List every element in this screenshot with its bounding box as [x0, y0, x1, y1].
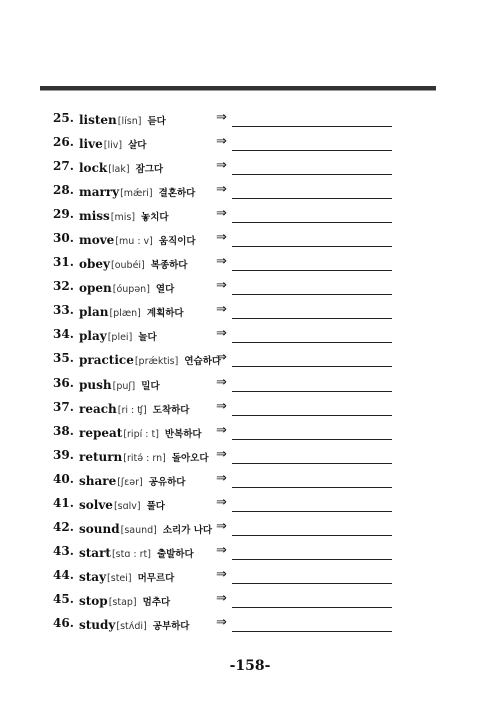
- vocab-row: [0, 446, 500, 470]
- vocabulary-list: [0, 109, 500, 638]
- entry-text: [79, 376, 160, 394]
- english-word: plan: [79, 305, 109, 320]
- answer-blank-line[interactable]: [232, 366, 392, 367]
- pronunciation: [ripí : t]: [123, 428, 159, 440]
- pronunciation: [stap]: [108, 596, 137, 608]
- pronunciation: [sɑlv]: [113, 500, 141, 512]
- arrow-icon: ⇒: [216, 446, 227, 462]
- english-word: stay: [79, 569, 107, 584]
- pronunciation: [stʌ́di]: [116, 620, 147, 632]
- korean-meaning: 도착하다: [152, 404, 190, 416]
- answer-blank-line[interactable]: [232, 126, 392, 127]
- arrow-icon: ⇒: [216, 182, 227, 198]
- answer-blank-line[interactable]: [232, 415, 392, 416]
- entry-text: [79, 351, 221, 369]
- arrow-icon: ⇒: [216, 614, 227, 630]
- page-number: -158-: [229, 658, 271, 674]
- korean-meaning: 살다: [128, 140, 147, 152]
- vocab-row: [0, 566, 500, 590]
- answer-blank-line[interactable]: [232, 150, 392, 151]
- vocab-row: [0, 398, 500, 422]
- arrow-icon: ⇒: [216, 134, 227, 150]
- answer-blank-line[interactable]: [232, 559, 392, 560]
- answer-blank-line[interactable]: [232, 246, 392, 247]
- english-word: start: [79, 545, 111, 560]
- english-word: repeat: [79, 425, 123, 440]
- item-number: 38.: [53, 423, 74, 438]
- korean-meaning: 놓치다: [141, 212, 169, 224]
- entry-text: [79, 255, 188, 273]
- arrow-icon: ⇒: [216, 590, 227, 606]
- korean-meaning: 머무르다: [137, 572, 175, 584]
- arrow-icon: ⇒: [216, 278, 227, 294]
- entry-text: [79, 303, 184, 321]
- answer-blank-line[interactable]: [232, 222, 392, 223]
- korean-meaning: 결혼하다: [158, 188, 196, 200]
- arrow-icon: ⇒: [216, 566, 227, 582]
- entry-text: [79, 544, 194, 562]
- entry-text: [79, 279, 174, 297]
- vocab-row: [0, 614, 500, 638]
- arrow-icon: ⇒: [216, 302, 227, 318]
- english-word: share: [79, 473, 117, 488]
- answer-blank-line[interactable]: [232, 511, 392, 512]
- korean-meaning: 공부하다: [152, 620, 190, 632]
- entry-text: [79, 400, 189, 418]
- english-word: stop: [79, 593, 108, 608]
- answer-blank-line[interactable]: [232, 607, 392, 608]
- item-number: 30.: [53, 231, 74, 246]
- english-word: sound: [79, 521, 120, 536]
- pronunciation: [ri : ʧ]: [117, 404, 147, 416]
- entry-text: [79, 231, 196, 249]
- entry-text: [79, 183, 195, 201]
- english-word: move: [79, 233, 115, 248]
- vocab-row: [0, 590, 500, 614]
- arrow-icon: ⇒: [216, 350, 227, 366]
- vocab-row: [0, 494, 500, 518]
- entry-text: [79, 472, 185, 490]
- entry-text: [79, 135, 146, 153]
- english-word: reach: [79, 401, 117, 416]
- english-word: obey: [79, 257, 111, 272]
- answer-blank-line[interactable]: [232, 487, 392, 488]
- korean-meaning: 출발하다: [156, 548, 194, 560]
- answer-blank-line[interactable]: [232, 198, 392, 199]
- korean-meaning: 계획하다: [146, 308, 184, 320]
- pronunciation: [prǽktis]: [134, 356, 179, 368]
- answer-blank-line[interactable]: [232, 174, 392, 175]
- english-word: listen: [79, 113, 117, 127]
- arrow-icon: ⇒: [216, 494, 227, 510]
- english-word: lock: [79, 161, 108, 176]
- korean-meaning: 듣다: [147, 116, 166, 127]
- item-number: 37.: [53, 399, 74, 414]
- vocab-row: [0, 470, 500, 494]
- english-word: practice: [79, 353, 134, 368]
- vocab-row: [0, 325, 500, 349]
- vocab-row: [0, 229, 500, 253]
- korean-meaning: 공유하다: [148, 476, 186, 488]
- entry-text: [79, 207, 169, 225]
- arrow-icon: ⇒: [216, 470, 227, 486]
- pronunciation: [lak]: [108, 164, 130, 176]
- vocab-row: [0, 542, 500, 566]
- korean-meaning: 밀다: [141, 380, 160, 392]
- item-number: 28.: [53, 183, 74, 198]
- entry-text: [79, 159, 163, 177]
- item-number: 33.: [53, 303, 74, 318]
- vocab-row: [0, 349, 500, 373]
- item-number: 43.: [53, 543, 74, 558]
- pronunciation: [mis]: [110, 212, 136, 224]
- pronunciation: [ritə́ : rn]: [123, 452, 166, 464]
- entry-text: [79, 520, 212, 538]
- pronunciation: [liv]: [103, 140, 123, 152]
- korean-meaning: 연습하다: [184, 356, 222, 368]
- pronunciation: [plæn]: [109, 308, 141, 320]
- vocab-row: [0, 422, 500, 446]
- answer-blank-line[interactable]: [232, 439, 392, 440]
- english-word: solve: [79, 497, 113, 512]
- english-word: open: [79, 281, 112, 296]
- arrow-icon: ⇒: [216, 374, 227, 390]
- answer-blank-line[interactable]: [232, 535, 392, 536]
- item-number: 46.: [53, 615, 74, 630]
- korean-meaning: 반복하다: [164, 428, 202, 440]
- entry-text: [79, 496, 165, 514]
- english-word: return: [79, 449, 123, 464]
- item-number: 25.: [53, 111, 74, 125]
- item-number: 39.: [53, 447, 74, 462]
- pronunciation: [stei]: [107, 572, 132, 584]
- pronunciation: [lísn]: [117, 116, 142, 127]
- korean-meaning: 놀다: [138, 332, 157, 344]
- answer-blank-line[interactable]: [232, 583, 392, 584]
- vocab-row: [0, 253, 500, 277]
- arrow-icon: ⇒: [216, 326, 227, 342]
- korean-meaning: 열다: [155, 284, 175, 296]
- vocab-row: [0, 109, 500, 133]
- item-number: 31.: [53, 255, 74, 270]
- answer-blank-line[interactable]: [232, 270, 392, 271]
- pronunciation: [mu : v]: [115, 236, 153, 248]
- entry-text: [79, 424, 202, 442]
- item-number: 35.: [53, 351, 74, 366]
- pronunciation: [óupən]: [112, 284, 150, 296]
- item-number: 29.: [53, 207, 74, 222]
- item-number: 32.: [53, 279, 74, 294]
- korean-meaning: 풀다: [146, 500, 165, 512]
- vocab-row: [0, 518, 500, 542]
- vocab-row: [0, 181, 500, 205]
- pronunciation: [puʃ]: [112, 380, 136, 392]
- item-number: 40.: [53, 471, 74, 486]
- item-number: 36.: [53, 375, 74, 390]
- entry-text: [79, 592, 170, 610]
- arrow-icon: ⇒: [216, 158, 227, 174]
- answer-blank-line[interactable]: [232, 391, 392, 392]
- english-word: study: [79, 617, 116, 632]
- item-number: 26.: [53, 135, 74, 150]
- vocab-row: [0, 374, 500, 398]
- item-number: 42.: [53, 519, 74, 534]
- pronunciation: [saund]: [120, 524, 157, 536]
- vocab-row: [0, 301, 500, 325]
- entry-text: [79, 616, 190, 634]
- arrow-icon: ⇒: [216, 398, 227, 414]
- item-number: 34.: [53, 327, 74, 342]
- arrow-icon: ⇒: [216, 206, 227, 222]
- vocab-row: [0, 157, 500, 181]
- arrow-icon: ⇒: [216, 110, 227, 125]
- korean-meaning: 멈추다: [142, 596, 171, 608]
- answer-blank-line[interactable]: [232, 631, 392, 632]
- arrow-icon: ⇒: [216, 518, 227, 534]
- korean-meaning: 복종하다: [150, 260, 188, 272]
- pronunciation: [plei]: [107, 332, 133, 344]
- pronunciation: [mǽri]: [120, 188, 153, 200]
- arrow-icon: ⇒: [216, 230, 227, 246]
- item-number: 41.: [53, 495, 74, 510]
- vocab-row: [0, 133, 500, 157]
- english-word: live: [79, 137, 103, 152]
- answer-blank-line[interactable]: [232, 318, 392, 319]
- english-word: miss: [79, 209, 110, 224]
- header-rule: [40, 86, 436, 90]
- item-number: 44.: [53, 567, 74, 582]
- korean-meaning: 움직이다: [158, 236, 196, 248]
- answer-blank-line[interactable]: [232, 294, 392, 295]
- english-word: push: [79, 377, 112, 392]
- pronunciation: [stɑ : rt]: [111, 548, 151, 560]
- item-number: 27.: [53, 159, 74, 174]
- answer-blank-line[interactable]: [232, 342, 392, 343]
- pronunciation: [oubéi]: [111, 260, 145, 272]
- item-number: 45.: [53, 591, 74, 606]
- english-word: play: [79, 329, 107, 344]
- english-word: marry: [79, 185, 120, 200]
- pronunciation: [ʃɛər]: [117, 476, 143, 488]
- vocab-row: [0, 277, 500, 301]
- korean-meaning: 소리가 나다: [162, 524, 213, 536]
- korean-meaning: 돌아오다: [171, 452, 209, 464]
- answer-blank-line[interactable]: [232, 463, 392, 464]
- vocab-row: [0, 205, 500, 229]
- entry-text: [79, 327, 157, 345]
- arrow-icon: ⇒: [216, 542, 227, 558]
- entry-text: [79, 568, 174, 586]
- arrow-icon: ⇒: [216, 422, 227, 438]
- arrow-icon: ⇒: [216, 254, 227, 270]
- korean-meaning: 잠그다: [135, 164, 164, 176]
- entry-text: [79, 448, 209, 466]
- entry-text: [79, 111, 166, 129]
